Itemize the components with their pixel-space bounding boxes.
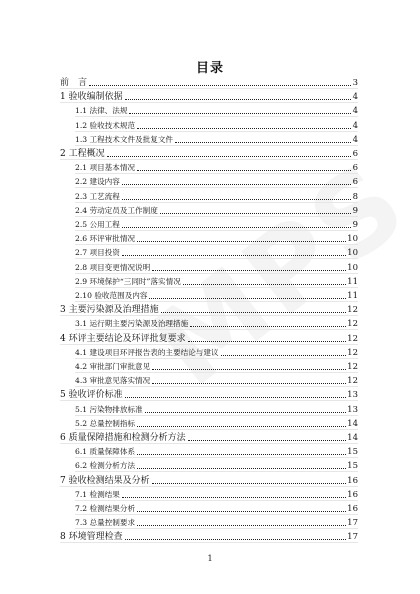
- dot-leader: [152, 373, 346, 384]
- toc-entry-title: 1 验收编制依据: [60, 92, 123, 103]
- dot-leader: [122, 487, 346, 498]
- toc-entry-title: 7 验收检测结果及分析: [60, 475, 150, 486]
- toc-entry-title: 前 言: [60, 78, 88, 88]
- toc-entry-page: 12: [347, 376, 358, 387]
- toc-chapter-entry[interactable]: [60, 330, 358, 345]
- dot-leader: [89, 75, 351, 86]
- toc-entry-page: 4: [352, 134, 358, 145]
- toc-entry-title: 4.2 审批部门审批意见: [75, 362, 151, 371]
- toc-entry-page: 6: [352, 149, 358, 159]
- toc-entry-page: 14: [347, 433, 358, 443]
- toc-entry-page: 3: [352, 78, 358, 88]
- toc-entry-page: 4: [352, 92, 358, 103]
- toc-section-entry[interactable]: [75, 131, 358, 146]
- toc-entry-title: 2.3 工艺流程: [75, 191, 120, 201]
- toc-entry-page: 11: [347, 291, 358, 301]
- toc-section-entry[interactable]: [75, 273, 358, 288]
- toc-entry-title: 6.2 检测分析方法: [75, 461, 136, 471]
- toc-section-entry[interactable]: [75, 401, 358, 416]
- dot-leader: [125, 387, 347, 398]
- toc-section-entry[interactable]: [75, 159, 358, 174]
- toc-section-entry[interactable]: [75, 102, 358, 117]
- toc-entry-title: 3.1 运行期主要污染源及治理措施: [75, 319, 189, 329]
- toc-entry-title: 2.9 环境保护“三同时”落实情况: [75, 276, 181, 286]
- toc-chapter-entry[interactable]: [60, 386, 358, 401]
- toc-entry-page: 12: [347, 305, 358, 316]
- toc-section-entry[interactable]: [75, 244, 358, 259]
- toc-section-entry[interactable]: [75, 457, 358, 472]
- toc-entry-title: 7.2 检测结果分析: [75, 504, 136, 513]
- dot-leader: [122, 189, 351, 200]
- toc-entry-page: 15: [347, 461, 358, 472]
- toc-entry-page: 10: [347, 248, 358, 259]
- toc-entry-title: 4.3 审批意见落实情况: [75, 376, 151, 386]
- toc-entry-page: 13: [347, 390, 358, 401]
- toc-entry-title: 1.3 工程技术文件及批复文件: [75, 134, 174, 144]
- page-number: 1: [207, 554, 213, 563]
- toc-entry-page: 8: [352, 191, 358, 202]
- toc-section-entry[interactable]: [75, 173, 358, 188]
- toc-entry-page: 13: [347, 404, 358, 415]
- dot-leader: [188, 430, 347, 441]
- toc-chapter-entry[interactable]: [60, 145, 358, 160]
- toc-entry-page: 6: [352, 163, 358, 174]
- toc-entry-page: 17: [347, 518, 358, 529]
- toc-section-entry[interactable]: [75, 315, 358, 330]
- toc-entry-title: 8 环境管理检查: [60, 532, 123, 543]
- dot-leader: [190, 316, 346, 327]
- toc-entry-title: 1.2 验收技术规范: [75, 120, 136, 130]
- toc-entry-page: 12: [347, 362, 358, 372]
- dot-leader: [145, 402, 347, 413]
- toc-section-entry[interactable]: [75, 287, 358, 302]
- toc-entry-page: 16: [347, 504, 358, 514]
- toc-chapter-entry[interactable]: [60, 472, 358, 487]
- dot-leader: [129, 103, 351, 114]
- dot-leader: [137, 416, 346, 427]
- dot-leader: [175, 132, 351, 143]
- toc-entry-title: 2.6 环评审批情况: [75, 234, 136, 244]
- toc-entry-page: 16: [347, 489, 358, 500]
- toc-entry-title: 2.4 劳动定员及工作制度: [75, 205, 158, 215]
- toc-entry-title: 2.10 验收范围及内容: [75, 291, 148, 300]
- toc-entry-page: 11: [347, 276, 358, 287]
- toc-entry-title: 2.1 项目基本情况: [75, 163, 136, 173]
- toc-section-entry[interactable]: [75, 216, 358, 231]
- toc-entry-title: 7.1 检测结果: [75, 489, 120, 499]
- dot-leader: [149, 288, 346, 299]
- dot-leader: [161, 302, 347, 313]
- toc-entry-title: 2.7 项目投资: [75, 248, 120, 258]
- toc-entry-page: 14: [347, 418, 358, 429]
- dot-leader: [137, 501, 346, 512]
- toc-section-entry[interactable]: [75, 188, 358, 203]
- toc-entry-page: 15: [347, 447, 358, 458]
- toc-section-entry[interactable]: [75, 443, 358, 458]
- toc-section-entry[interactable]: [75, 259, 358, 274]
- toc-entry-title: 4.1 建设项目环评报告表的主要结论与建议: [75, 347, 219, 357]
- toc-entry-page: 10: [347, 234, 358, 245]
- toc-entry-page: 9: [352, 205, 358, 216]
- toc-entry-title: 4 环评主要结论及环评批复要求: [60, 333, 186, 344]
- toc-section-entry[interactable]: [75, 514, 358, 529]
- toc-entry-title: 6.1 质量保障体系: [75, 447, 136, 457]
- toc-section-entry[interactable]: [75, 486, 358, 501]
- toc-entry-page: 17: [347, 532, 358, 543]
- dot-leader: [188, 331, 347, 342]
- toc-entry-page: 9: [352, 220, 358, 230]
- toc-entry-title: 3 主要污染源及治理措施: [60, 305, 159, 316]
- toc-entry-page: 12: [347, 333, 358, 344]
- toc-section-entry[interactable]: [75, 372, 358, 387]
- dot-leader: [137, 118, 351, 129]
- toc-chapter-entry[interactable]: [60, 429, 358, 444]
- toc-entry-page: 12: [347, 319, 358, 330]
- dot-leader: [137, 444, 346, 455]
- toc-entry-title: 2.2 建设内容: [75, 177, 120, 187]
- dot-leader: [122, 217, 351, 228]
- toc-entry-title: 2.8 项目变更情况说明: [75, 262, 151, 272]
- dot-leader: [137, 458, 346, 469]
- dot-leader: [122, 245, 346, 256]
- toc-entry-title: 5 验收评价标准: [60, 390, 123, 401]
- toc-title: 目录: [195, 61, 224, 76]
- toc-chapter-entry[interactable]: [60, 528, 358, 543]
- toc-chapter-entry[interactable]: [60, 301, 358, 316]
- toc-entry-title: 1.1 法律、法规: [75, 106, 128, 116]
- toc-entry-title: 5.1 污染物排放标准: [75, 404, 143, 414]
- toc-section-entry[interactable]: [75, 415, 358, 430]
- toc-chapter-entry[interactable]: [60, 88, 358, 103]
- toc-section-entry[interactable]: [75, 500, 358, 515]
- toc-section-entry[interactable]: [75, 230, 358, 245]
- toc-entry-page: 12: [347, 347, 358, 358]
- dot-leader: [107, 146, 351, 157]
- dot-leader: [125, 529, 347, 540]
- dot-leader: [183, 274, 346, 285]
- dot-leader: [122, 174, 351, 185]
- toc-entry-title: 7.3 总量控制要求: [75, 518, 136, 528]
- toc-section-entry[interactable]: [75, 202, 358, 217]
- dot-leader: [152, 260, 346, 271]
- toc-entry-page: 4: [352, 106, 358, 117]
- dot-leader: [137, 515, 346, 526]
- toc-entry-title: 6 质量保障措施和检测分析方法: [60, 433, 186, 443]
- dot-leader: [137, 160, 351, 171]
- toc-section-entry[interactable]: [75, 344, 358, 359]
- toc-entry-title: 2 工程概况: [60, 149, 105, 159]
- toc-entry-title: 2.5 公用工程: [75, 220, 120, 229]
- dot-leader: [160, 203, 351, 214]
- toc-entry-page: 4: [352, 120, 358, 131]
- toc-entry-page: 10: [347, 262, 358, 273]
- dot-leader: [221, 345, 347, 356]
- toc-section-entry[interactable]: [75, 117, 358, 132]
- dot-leader: [137, 231, 346, 242]
- dot-leader: [152, 359, 346, 370]
- dot-leader: [152, 473, 347, 484]
- toc-chapter-entry[interactable]: [60, 74, 358, 89]
- toc-entry-page: 6: [352, 177, 358, 188]
- toc-entry-page: 16: [347, 475, 358, 486]
- dot-leader: [125, 89, 351, 100]
- toc-section-entry[interactable]: [75, 358, 358, 373]
- toc-entry-title: 5.2 总量控制指标: [75, 418, 136, 428]
